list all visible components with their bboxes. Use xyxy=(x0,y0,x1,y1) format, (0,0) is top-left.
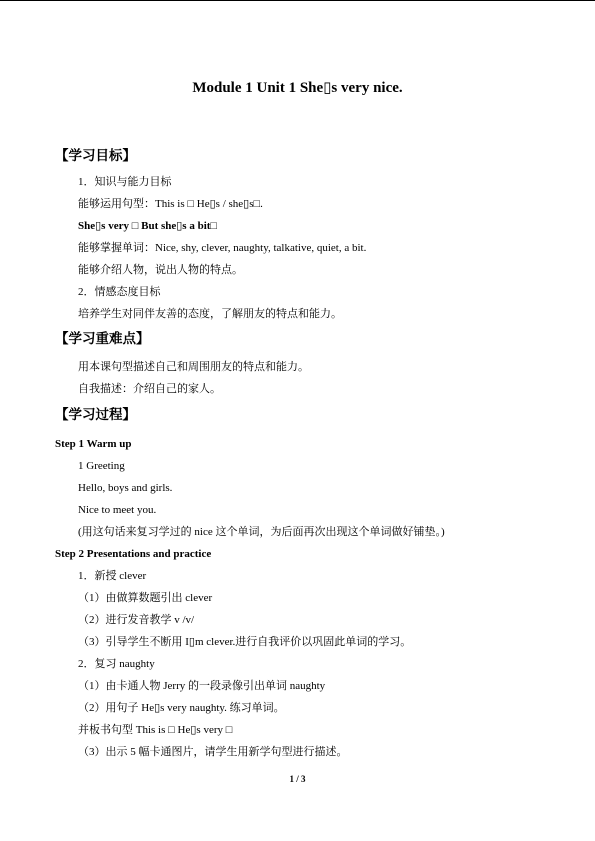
step2-line: （1）由做算数题引出 clever xyxy=(78,592,213,604)
goal-line: 2．情感态度目标 xyxy=(78,286,161,298)
goal-line: She▯s very □ But she▯s a bit□ xyxy=(78,220,218,232)
step2-heading: Step 2 Presentations and practice xyxy=(55,548,212,560)
step2-line: 2．复习 naughty xyxy=(78,658,155,670)
step2-line: 1．新授 clever xyxy=(78,570,147,582)
step1-heading: Step 1 Warm up xyxy=(55,438,132,450)
step1-line: 1 Greeting xyxy=(78,460,125,472)
section-heading-process: 【学习过程】 xyxy=(55,407,136,423)
key-point-line: 自我描述：介绍自己的家人。 xyxy=(78,383,221,395)
page-number: 1 / 3 xyxy=(289,774,306,784)
step2-line: （2）用句子 He▯s very naughty. 练习单词。 xyxy=(78,702,285,714)
step2-line: （2）进行发音教学 v /v/ xyxy=(78,614,195,626)
step2-line: 并板书句型 This is □ He▯s very □ xyxy=(78,724,233,736)
section-heading-goals: 【学习目标】 xyxy=(55,148,136,164)
document-title: Module 1 Unit 1 She▯s very nice. xyxy=(192,80,403,96)
step2-line: （3）引导学生不断用 I▯m clever.进行自我评价以巩固此单词的学习。 xyxy=(78,636,412,648)
key-point-line: 用本课句型描述自己和周围朋友的特点和能力。 xyxy=(78,361,309,373)
step2-line: （3）出示 5 幅卡通图片，请学生用新学句型进行描述。 xyxy=(78,746,348,758)
goal-line: 1．知识与能力目标 xyxy=(78,176,172,188)
step1-line: Nice to meet you. xyxy=(78,504,157,516)
goal-line: 能够介绍人物，说出人物的特点。 xyxy=(78,264,243,276)
goal-line: 能够掌握单词：Nice, shy, clever, naughty, talkative, quiet, a bit. xyxy=(78,242,367,254)
step2-line: （1）由卡通人物 Jerry 的一段录像引出单词 naughty xyxy=(78,680,326,692)
step1-line: (用这句话来复习学过的 nice 这个单词，为后面再次出现这个单词做好铺垫。) xyxy=(78,526,445,538)
top-rule xyxy=(0,0,595,1)
goal-line: 培养学生对同伴友善的态度，了解朋友的特点和能力。 xyxy=(78,308,342,320)
section-heading-key-points: 【学习重难点】 xyxy=(55,331,150,347)
step1-line: Hello, boys and girls. xyxy=(78,482,173,494)
goal-line: 能够运用句型：This is □ He▯s / she▯s□. xyxy=(78,198,263,210)
